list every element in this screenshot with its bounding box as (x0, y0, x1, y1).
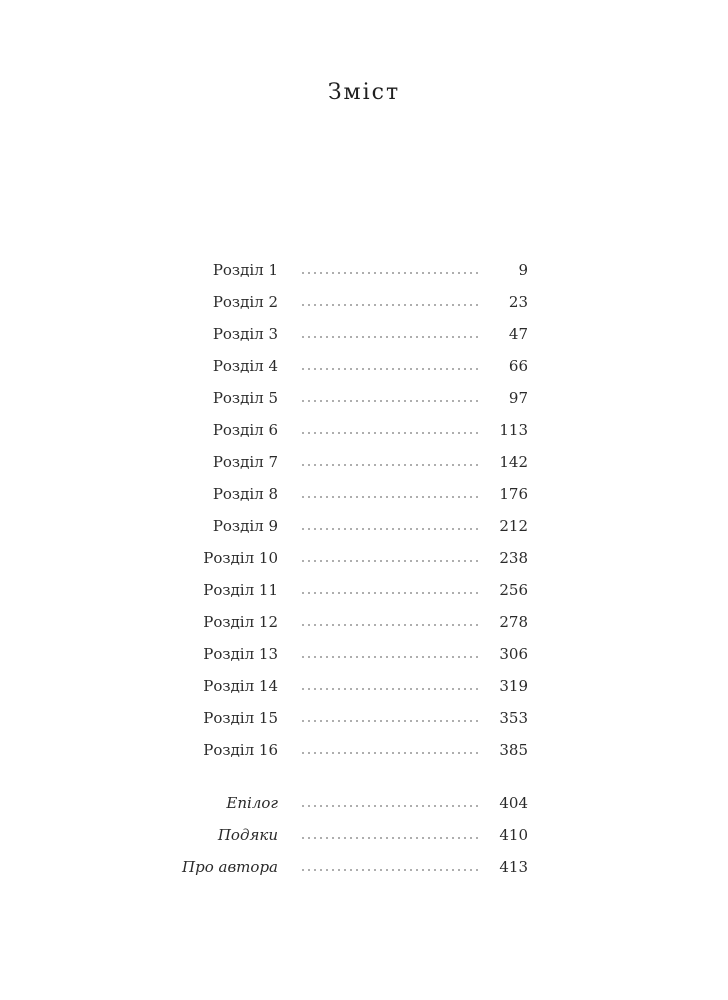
toc-entry-epilogue[interactable] (0, 791, 728, 815)
toc-entry-chapter-14[interactable] (0, 674, 728, 698)
dot-leader (300, 805, 478, 807)
toc-entry-page: 238 (499, 549, 528, 567)
toc-entry-label: Розділ 6 (212, 421, 278, 439)
toc-entry-label: Розділ 5 (212, 389, 278, 407)
toc-entry-page: 97 (508, 389, 528, 407)
toc-entry-chapter-15[interactable] (0, 706, 728, 730)
toc-entry-page: 212 (499, 517, 528, 535)
page-title: Зміст (327, 80, 401, 105)
toc-entry-about-author[interactable] (0, 855, 728, 879)
toc-entry-page: 256 (499, 581, 528, 599)
toc-entry-page: 66 (508, 357, 528, 375)
toc-entry-page: 413 (499, 858, 528, 876)
toc-entry-label: Розділ 3 (212, 325, 278, 343)
toc-entry-page: 404 (499, 794, 528, 812)
dot-leader (300, 656, 478, 658)
toc-entry-label: Розділ 16 (203, 741, 278, 759)
toc-entry-label: Розділ 15 (203, 709, 278, 727)
dot-leader (300, 752, 478, 754)
toc-entry-chapter-16[interactable] (0, 738, 728, 762)
dot-leader (300, 464, 478, 466)
toc-entry-chapter-1[interactable] (0, 258, 728, 282)
dot-leader (300, 368, 478, 370)
toc-entry-page: 142 (499, 453, 528, 471)
dot-leader (300, 624, 478, 626)
toc-entry-chapter-2[interactable] (0, 290, 728, 314)
toc-entry-page: 23 (508, 293, 528, 311)
toc-entry-chapter-9[interactable] (0, 514, 728, 538)
toc-entry-page: 113 (499, 421, 528, 439)
toc-entry-acknowledgements[interactable] (0, 823, 728, 847)
dot-leader (300, 304, 478, 306)
toc-entry-page: 176 (499, 485, 528, 503)
dot-leader (300, 720, 478, 722)
toc-entry-label: Розділ 2 (212, 293, 278, 311)
toc-entry-label: Розділ 1 (212, 261, 278, 279)
toc-entry-page: 306 (499, 645, 528, 663)
toc-entry-chapter-13[interactable] (0, 642, 728, 666)
dot-leader (300, 560, 478, 562)
toc-entry-page: 353 (499, 709, 528, 727)
dot-leader (300, 432, 478, 434)
dot-leader (300, 528, 478, 530)
dot-leader (300, 400, 478, 402)
toc-entry-page: 278 (499, 613, 528, 631)
toc-entry-chapter-5[interactable] (0, 386, 728, 410)
toc-entry-label: Розділ 11 (203, 581, 278, 599)
toc-entry-page: 410 (499, 826, 528, 844)
dot-leader (300, 688, 478, 690)
toc-entry-label: Розділ 12 (203, 613, 278, 631)
toc-entry-label: Розділ 7 (212, 453, 278, 471)
toc-entry-label: Розділ 14 (203, 677, 278, 695)
toc-entry-chapter-8[interactable] (0, 482, 728, 506)
dot-leader (300, 592, 478, 594)
dot-leader (300, 336, 478, 338)
toc-entry-page: 385 (499, 741, 528, 759)
toc-entry-label: Розділ 4 (212, 357, 278, 375)
toc-entry-label: Розділ 10 (203, 549, 278, 567)
dot-leader (300, 869, 478, 871)
toc-entry-chapter-10[interactable] (0, 546, 728, 570)
toc-entry-chapter-12[interactable] (0, 610, 728, 634)
toc-entry-chapter-4[interactable] (0, 354, 728, 378)
toc-entry-chapter-6[interactable] (0, 418, 728, 442)
dot-leader (300, 496, 478, 498)
toc-entry-chapter-7[interactable] (0, 450, 728, 474)
toc-entry-page: 47 (508, 325, 528, 343)
toc-entry-label: Епілог (226, 794, 278, 812)
toc-entry-label: Подяки (217, 826, 278, 844)
toc-entry-page: 9 (518, 261, 528, 279)
toc-entry-label: Розділ 13 (203, 645, 278, 663)
dot-leader (300, 272, 478, 274)
dot-leader (300, 837, 478, 839)
toc-entry-label: Розділ 8 (212, 485, 278, 503)
toc-entry-label: Про автора (182, 858, 278, 876)
toc-entry-chapter-11[interactable] (0, 578, 728, 602)
toc-entry-chapter-3[interactable] (0, 322, 728, 346)
toc-entry-label: Розділ 9 (212, 517, 278, 535)
toc-entry-page: 319 (499, 677, 528, 695)
